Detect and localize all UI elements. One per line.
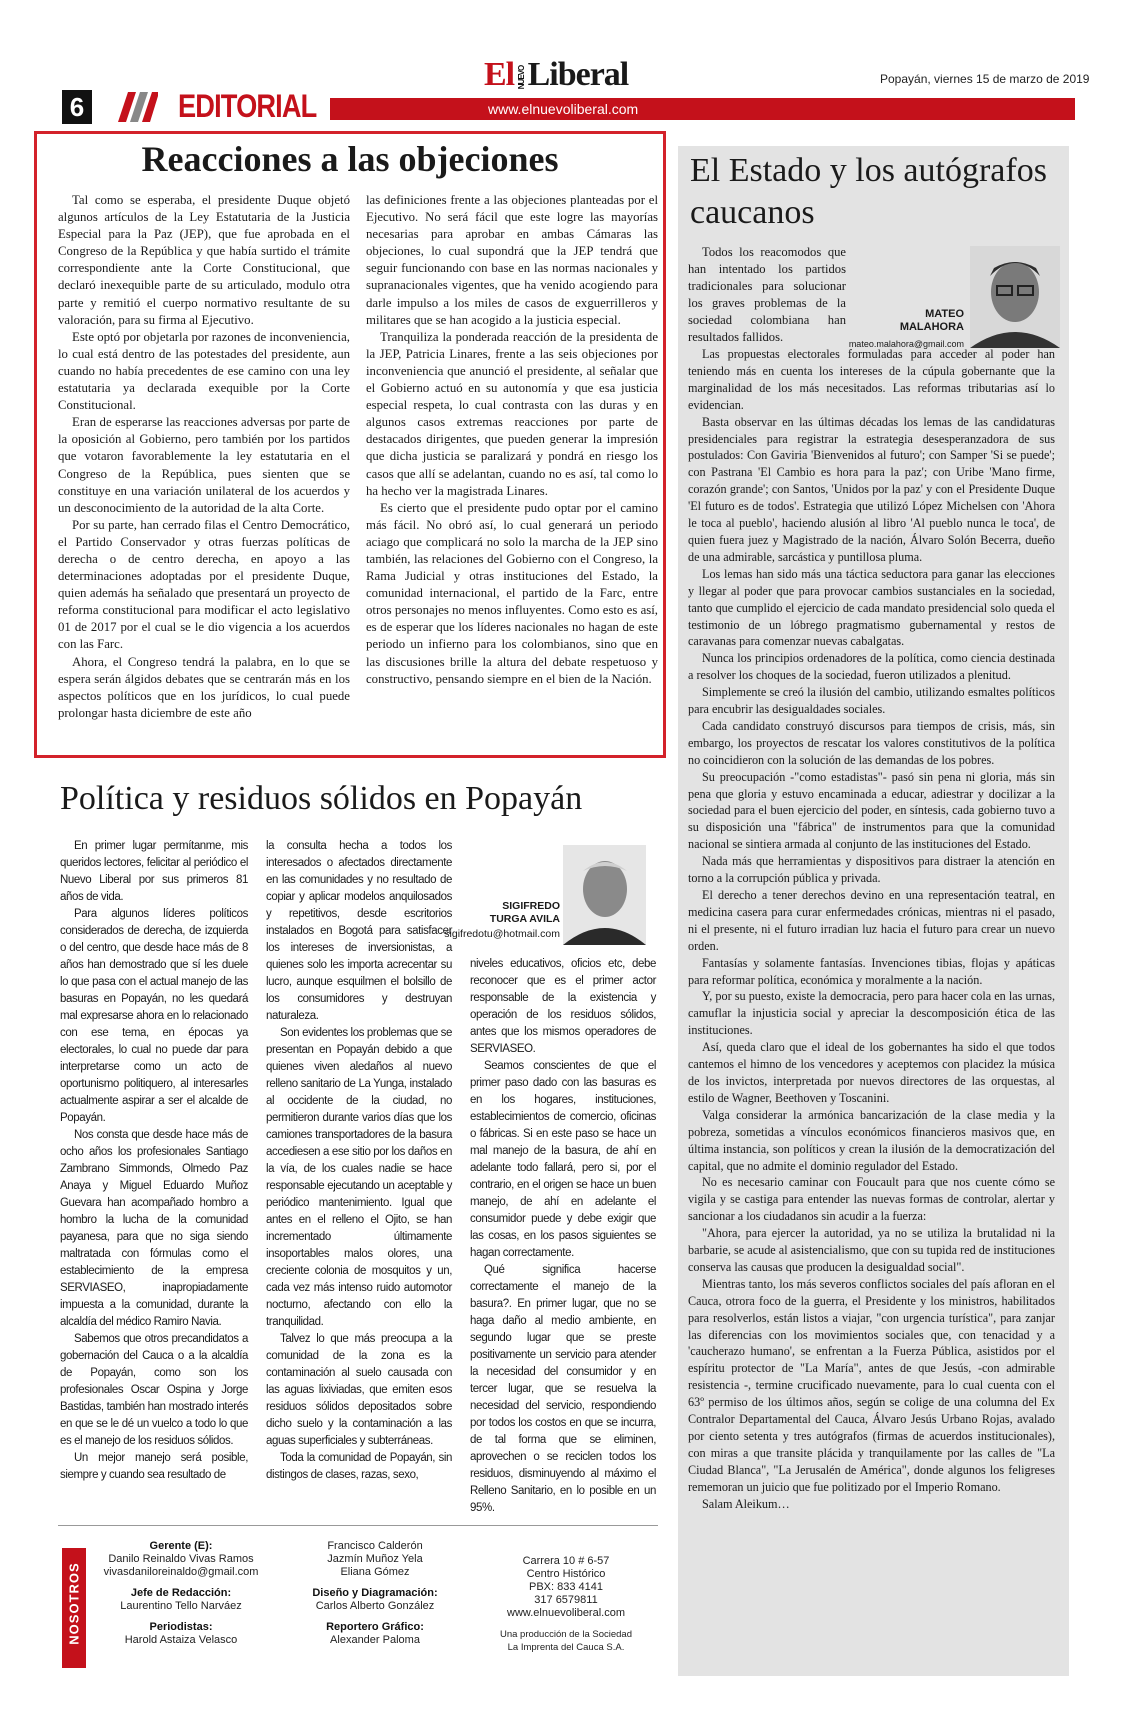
staff-label: Jefe de Redacción: [130,1587,232,1599]
paragraph: Tal como se esperaba, el presidente Duque objetó algunos artículos de la Ley Estatutaria de la Justicia Especial para la Paz (JEP), que fue aprobada en el Congreso de la República y que había surtido el trámite correspondiente ante la Corte Constitucional, que declaró inexequible parte de su articulado, modulo otra parte y remitió el cuerpo normativo resultante de su valoración, para su firma al Ejecutivo. [58,193,350,327]
paragraph: No es necesario caminar con Foucault para que nos cuente cómo se vigila y se castiga para entender las nuevas formas de controlar, alertar y sancionar a los ciudadanos sin acudir a la fuerza: [688,1175,1055,1224]
paragraph: Qué significa hacerse correctamente el manejo de la basura?. En primer lugar, que no se haga daño al medio ambiente, en segundo lugar que se preste positivamente un servicio para atender la necesidad del consumidor y en tercer lugar, que se resuelva la necesidad del servicio, respondiendo por todos los costos en que se incurra, de tal forma que se eliminen, aprovechen o se reciclen todos los residuos, disminuyendo al máximo el Relleno Sanitario, en lo posible en un 95%. [470,1264,656,1514]
paragraph: Es cierto que el presidente pudo optar por el camino más fácil. No obró así, lo cual generará un periodo aciago que complicará no solo la marcha de la JEP sino también, las relaciones del Gobierno con el Congreso, la Rama Judicial y otras instituciones del Estado, la comunidad internacional, el partido de la Farc, entre otros personajes no menos influyentes. Como esto es así, es de esperar que los líderes nacionales no hagan de este periodo un infierno para los colombianos, sino que en las discusiones brille la altura del debate respetuoso y constructivo, pensando siempre en el bien de la Nación. [366,500,658,686]
pbx: PBX: 833 4141 [528,1581,603,1593]
paragraph: Ahora, el Congreso tendrá la palabra, en lo que se espera serán álgidos debates que se centrarán más en los aspectos políticos que en los jurídicos, lo cual puede prolongar hasta diciembre de este año [58,654,350,720]
article-title: Política y residuos sólidos en Popayán [60,780,583,817]
phone: 317 6579811 [534,1594,598,1606]
producer-line: La Imprenta del Cauca S.A. [507,1642,625,1653]
staff-label: Gerente (E): [149,1540,213,1552]
paragraph: Un mejor manejo será posible, siempre y cuando sea resultado de [60,1452,248,1481]
staff-label: Periodistas: [149,1621,213,1633]
paragraph: En primer lugar permítanme, mis queridos lectores, felicitar al periódico el Nuevo Liberal por sus primeros 81 años de vida. [60,840,248,903]
footer-tab [62,1548,86,1668]
editorial-column-2 [366,192,658,688]
footer-tab-label: NOSOTROS [66,1562,82,1645]
section-title: EDITORIAL [178,88,317,124]
address-line: Centro Histórico [526,1568,606,1580]
paragraph: Simplemente se creó la ilusión del cambio, utilizando esmaltes políticos para encubrir las desigualdades sociales. [688,685,1055,717]
page-number: 6 [62,90,92,124]
paragraph: Por su parte, han cerrado filas el Centro Democrático, el Partido Conservador y otras fuerzas políticas de derecha o de centro derecha, en apoyo a las determinaciones adoptadas por el presidente Duque, quien además ha señalado que presentará un proyecto de reforma constitucional para modificar el acto legislativo 01 de 2017 por el cual se le dio vigencia a los acuerdos con las Farc. [58,517,350,652]
paragraph: las definiciones frente a las objeciones planteadas por el Ejecutivo. No será fácil que este logre las mayorías necesarias para aprobar en ambas Cámaras las objeciones, lo cual supondrá que la JEP tendrá que seguir funcionando con base en las normas nacionales y supranacionales vigentes, que ha venido acogiendo para darle impulso a los miles de casos de exguerrilleros y militares que se han acogido a la justicia especial. [366,193,658,327]
paragraph: Su preocupación -"como estadistas"- pasó sin pena ni gloria, más sin pena que gloria y estuvo encaminada a educar, adiestrar y docilizar a la sociedad para el buen ejercicio del poder, en síntesis, cada gobierno tuvo a su disposición una "fábrica" de instrumentos para que la comunidad nacional se sintiera armada al conjunto de las instituciones del Estado. [688,769,1055,852]
paragraph: Eran de esperarse las reacciones adversas por parte de la oposición al Gobierno, pero también por los partidos que votaron favorablemente la ley estatutaria en el Congreso de la República, pues sienten que se constituye en una variación unilateral de los acuerdos y un desconocimiento de la autoridad de la alta Corte. [58,415,350,515]
logo-el: El [484,56,515,93]
opinion-byline [880,308,964,334]
staff-label: Diseño y Diagramación: [312,1587,438,1599]
paragraph: Y, por su puesto, existe la democracia, pero para hacer cola en las urnas, camuflar la injusticia social y apreciar la descomposición ética de las instituciones. [688,989,1055,1038]
author-last-name: TURGA AVILA [489,913,560,925]
paragraph: Seamos conscientes de que el primer paso dado con las basuras es en los hogares, instituciones, establecimientos de comercio, oficinas o fábricas. Si en este paso se hace un mal manejo de la basura, de ahí en adelante todo fallará, pero si, por el contrario, en el origen se hace un buen manejo, de ahí en adelante el consumidor puede y debe exigir que las cosas, en los pasos siguientes se hagan correctamente. [470,1060,656,1259]
address-line: Carrera 10 # 6-57 [522,1555,610,1567]
paragraph: la consulta hecha a todos los interesados o afectados directamente en las comunidades y no resultado de copiar y aplicar modelos anquilosados y repetitivos, desde escritorios instalados en Bogotá para satisfacer los intereses de inversionistas, a quienes solo les importa acrecentar su lucro, aunque esquilmen el bolsillo de los consumidores y destruyan naturaleza. [266,840,452,1022]
paragraph: Para algunos líderes políticos considerados de derecha, de izquierda o del centro, que desde hace más de 8 años han demostrado que sí les duele lo que pasa con el actual manejo de las basuras en Popayán, no les quedará mal expresarse ahora en lo relacionado con ese tema, en épocas ya electorales, lo cual no puede dar para interpretarse como un acto de oportunismo politiquero, al interesarles actualmente aspirar a ser el alcalde de Popayán. [60,908,248,1124]
paragraph: Los lemas han sido más una táctica seductora para ganar las elecciones y llegar al poder que para provocar cambios sustanciales en la sociedad, tanto que cumplido el ejercicio de cada mandato presidencial solo queda el testimonio de un lóbrego pragmatismo gubernamental y restos de caravanas para comenzar nuevas cabalgatas. [688,566,1055,649]
producer-line: Una producción de la Sociedad [499,1629,633,1640]
author-photo [563,845,646,945]
author-email[interactable]: mateo.malahora@gmail.com [848,339,964,349]
editorial-title: Reacciones a las objeciones [141,139,559,179]
author-email[interactable]: sigifredotu@hotmail.com [444,928,560,940]
staff-name: Eliana Gómez [340,1566,410,1578]
header-bar [330,98,1075,120]
staff-name: Laurentino Tello Narváez [120,1600,242,1612]
stripes-icon [118,92,158,122]
author-first-name: SIGIFREDO [502,900,560,912]
masthead-logo [484,56,628,94]
logo-liberal: Liberal [527,56,629,93]
paragraph: Nos consta que desde hace más de ocho años los profesionales Santiago Zambrano Simmonds, Olmedo Paz Anaya y Miguel Eduardo Muñoz Guevara han acompañado hombro a hombro la lucha de la comunidad payanesa, para que no siga siendo maltratada con fórmulas como el establecimiento de la empresa SERVIASEO, inapropiadamente impuesta a la comunidad, durante la alcaldía del médico Ramiro Navia. [60,1129,248,1328]
staff-block-1 [96,1540,266,1647]
paragraph: "Ahora, para ejercer la autoridad, ya no se utiliza la brutalidad ni la barbarie, se acude al asistencialismo, que con su tupida red de instituciones conserva las causas que producen la desigualdad social". [688,1226,1055,1274]
author-last-name: MALAHORA [899,321,964,333]
staff-name: Francisco Calderón [327,1540,423,1552]
footer-website[interactable]: www.elnuevoliberal.com [507,1607,625,1619]
paragraph: Todos los reacomodos que han intentado los partidos tradicionales para solucionar los graves problemas de la sociedad colombiana han resultados fallidos. [688,245,846,344]
paragraph: Mientras tanto, los más severos conflictos sociales del país afloran en el Cauca, otrora foco de la guerra, el Presidente y los ministros, habilitados para resolverlos, están listos a viajar, "con urgencia turística", para zanjar las diferencias con los movimientos sociales que, con tenacidad y a 'caucherazo humano', se enfrentan a la Fuerza Pública, asistidos por el espíritu protector de "La María", antes de que Jesús, -con admirable resistencia -, termine crucificado nuevamente, para lo cual cuenta con el 63º permiso de los últimos años, según se colige de una columna del Ex Contralor Departamental del Cauca, Álvaro Jesús Urbano Rojas, avalado por ciento setenta y tres autógrafos (firmas de acuerdos institucionales), con miras a que transite plácida y tranquilamente por las calles de "La Ciudad Blanca", "La Jerusalén de América", donde algunos los feligreses rememoran un juicio que fue politizado por el Imperio Romano. [688,1276,1055,1494]
opinion-title: El Estado y los autógrafos caucanos [690,152,1047,231]
editorial-column-1 [58,192,350,722]
paragraph: Nunca los principios ordenadores de la política, como ciencia destinada a resolver los choques de la sociedad, fueron utilizados a plenitud. [688,651,1055,683]
staff-name: Alexander Paloma [330,1634,420,1646]
paragraph: Las propuestas electorales formuladas para acceder al poder han teniendo más en cuenta los intereses de la cúpula gobernante que la marginalidad de los más necesitados. Las reformas tributarias así lo evidencian. [688,347,1055,412]
paragraph: Basta observar en las últimas décadas los lemas de las candidaturas presidenciales para registrar la estrategia desesperanzadora de sus postulados: Con Gaviria 'Bienvenidos al futuro'; con Samper 'Si se puede'; con Pastrana 'El Cambio es hora para la paz'; con Uribe 'Mano firme, corazón grande'; con Santos, 'Unidos por la paz' y con el Presidente Duque 'El futuro es de todos'. Estrategia que utilizó López Michelsen con 'Ahora le toca al pueblo', haciendo alusión al libro 'Al pueblo nunca le toca', de quien fuera juez y Magistrado de la nación, Álvaro Solón Becerra, dueño de una admirable, sarcástica y puntillosa pluma. [688,414,1055,564]
paragraph: Cada candidato construyó discursos para tiempos de crisis, más, sin embargo, los proyectos de rescatar los valores constitutivos de la política no coincidieron con la solución de las demandas de los pobres. [688,718,1055,767]
paragraph: Tranquiliza la ponderada reacción de la presidenta de la JEP, Patricia Linares, frente a las seis objeciones por inconveniencia que anunció el presidente, al señalar que el Gobierno actuó en su autonomía y que esa justicia especial respeta, lo cual contrasta con las duras y en algunos casos extremas reacciones por parte de destacados dirigentes, que pueden generar la impresión que dicha justicia se paralizará y pondrá en riesgo los casos que allí se adelantan, cuando no es así, tal como lo ha hecho ver la magistrada Linares. [366,329,658,498]
paragraph: Sabemos que otros precandidatos a gobernación del Cauca o a la alcaldía de Popayán, como son los profesionales Oscar Ospina y Jorge Bastidas, también han mostrado interés en que se le dé un vuelco a todo lo que es el manejo de los residuos sólidos. [60,1333,248,1447]
paragraph: Toda la comunidad de Popayán, sin distingos de clases, razas, sexo, [266,1452,452,1481]
staff-label: Reportero Gráfico: [326,1621,424,1633]
author-photo [970,246,1060,348]
article-column-1 [60,838,248,1484]
issue-date: Popayán, viernes 15 de marzo de 2019 [880,72,1090,86]
staff-name: Carlos Alberto González [315,1600,435,1612]
logo-nuevo: NUEVO [517,65,527,89]
article-byline [470,900,560,926]
paragraph: Salam Aleikum… [702,1496,790,1511]
paragraph: El derecho a tener derechos devino en una representación teatral, en medicina casera para curar enfermedades crónicas, mientras ni el pasado, ni el presente, ni el futuro irradian luz hacia el futuro para crear un nuevo orden. [688,888,1055,953]
staff-block-2 [290,1540,460,1647]
staff-name: Danilo Reinaldo Vivas Ramos [108,1553,254,1565]
staff-name: Jazmín Muñoz Yela [327,1553,423,1565]
contact-block [486,1555,646,1654]
paragraph: Nada más que herramientas y dispositivos para distraer la atención en torno a la corrupción pública y privada. [688,854,1055,886]
footer-divider [58,1525,658,1526]
paragraph: Son evidentes los problemas que se presentan en Popayán debido a que quienes viven aledaños al nuevo relleno sanitario de La Yunga, instalado al occidente de la ciudad, no permitieron durante varios días que los camiones transportadores de la basura accediesen a ese sitio por los daños en la vía, de los cuales nadie se hace responsable ejecutando un aceptable y periódico mantenimiento. Igual que antes en el relleno el Ojito, se han incrementado últimamente insoportables malos olores, una creciente colonia de mosquitos y un, cada vez más intenso ruido automotor nocturno, afectando con ello la tranquilidad. [266,1027,452,1328]
staff-email[interactable]: vivasdaniloreinaldo@gmail.com [103,1566,259,1578]
author-first-name: MATEO [925,308,964,320]
paragraph: Valga considerar la armónica bancarización de la clase media y la pobreza, sometidas a vínculos económicos financieros masivos que, en última instancia, son políticos y crean la ilusión de la democratización del capital, que no admite el dominio regulador del Estado. [688,1107,1055,1173]
paragraph: Así, queda claro que el ideal de los gobernantes ha sido el que todos cantemos el himno de los vencedores y aceptemos con placidez la música de los invictos, interpretada por nuevos directores de las orquestas, al estilo de Wagner, Beethoven y Toscanini. [688,1040,1055,1105]
opinion-intro [688,244,846,346]
header-website[interactable]: www.elnuevoliberal.com [488,101,639,117]
article-column-2 [266,838,452,1484]
paragraph: niveles educativos, oficios etc, debe reconocer que es el primer actor responsable de la existencia y operación de los residuos sólidos, antes que los mismos operadores de SERVIASEO. [470,958,656,1055]
staff-name: Harold Astaiza Velasco [124,1634,238,1646]
paragraph: Talvez lo que más preocupa a la comunidad de la zona es la contaminación al suelo causada con las aguas lixiviadas, que emiten esos residuos sólidos depositados sobre dicho suelo y la contaminación a las aguas superficiales y subterráneas. [266,1333,452,1447]
paragraph: Este optó por objetarla por razones de inconveniencia, lo cual está dentro de las potestades del presidente, aun cuando no había precedentes de ese camino con una ley estatutaria ya declarada exequible por la Corte Constitucional. [58,329,350,413]
opinion-body [688,346,1055,1513]
paragraph: Fantasías y solamente fantasías. Invenciones tibias, flojas y apáticas para reformar política, económica y moralmente a la nación. [688,955,1055,987]
article-column-3 [470,956,656,1517]
